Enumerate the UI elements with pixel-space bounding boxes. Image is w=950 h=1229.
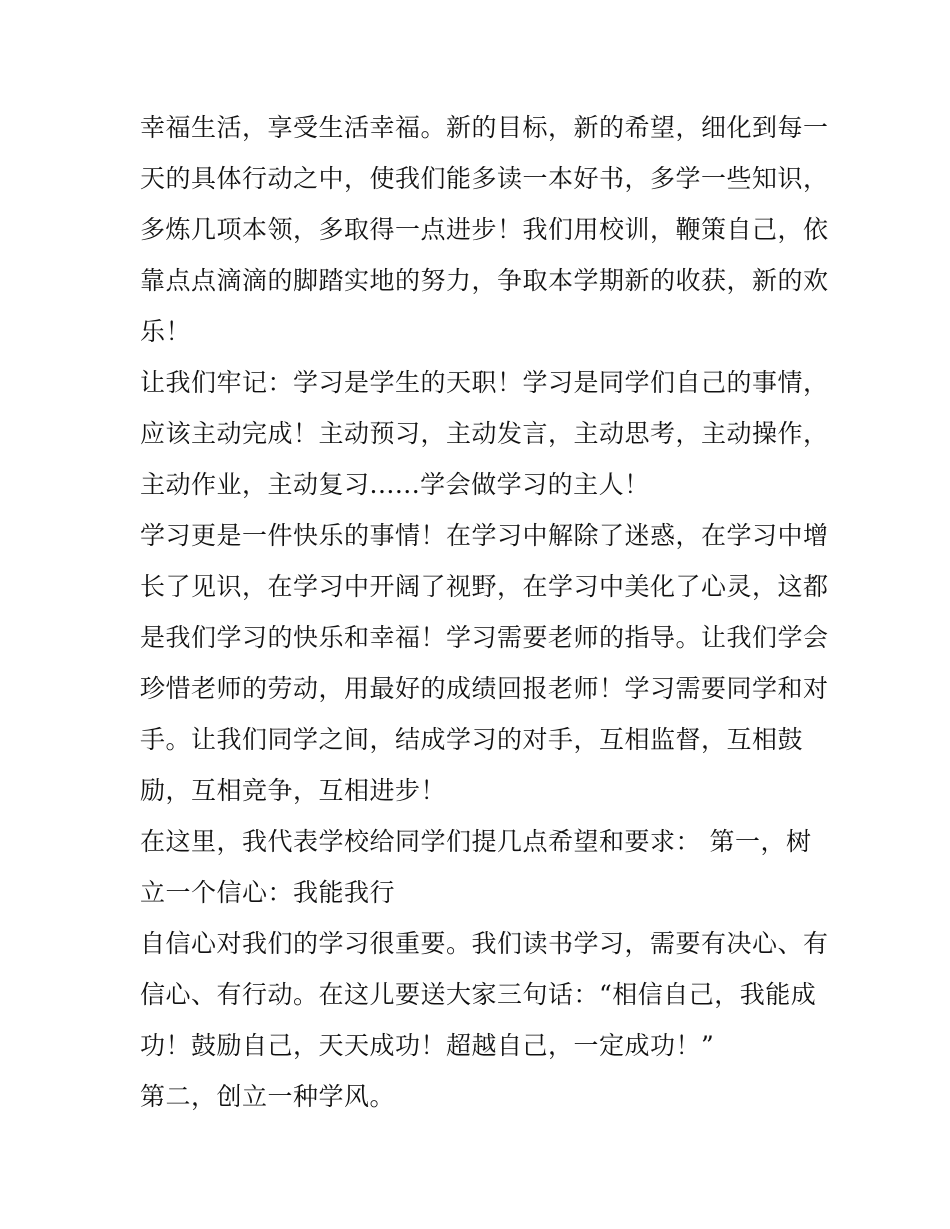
text-line: 应该主动完成！主动预习，主动发言，主动思考，主动操作， (140, 419, 829, 448)
text-line: 主动作业，主动复习......学会做学习的主人！ (140, 470, 650, 499)
paragraph-6 (140, 1071, 820, 1122)
text-line: 立一个信心：我能我行 (140, 878, 396, 907)
text-line: 长了见识，在学习中开阔了视野，在学习中美化了心灵，这都 (140, 572, 829, 601)
text-line: 第二，创立一种学风。 (140, 1082, 396, 1111)
text-line: 信心、有行动。在这儿要送大家三句话：“相信自己，我能成 (140, 980, 817, 1009)
text-line: 是我们学习的快乐和幸福！学习需要老师的指导。让我们学会 (140, 623, 829, 652)
text-line: 励，互相竞争，互相进步！ (140, 776, 447, 805)
text-line: 多炼几项本领，多取得一点进步！我们用校训，鞭策自己，依 (140, 215, 829, 244)
text-line: 学习更是一件快乐的事情！在学习中解除了迷惑，在学习中增 (140, 521, 829, 550)
paragraph-2 (140, 357, 829, 510)
text-line: 手。让我们同学之间，结成学习的对手，互相监督，互相鼓 (140, 725, 804, 754)
paragraph-5 (140, 918, 829, 1071)
document-body (140, 102, 829, 1122)
text-line: 靠点点滴滴的脚踏实地的努力，争取本学期新的收获，新的欢 (140, 266, 829, 295)
paragraph-3 (140, 510, 829, 816)
text-line: 自信心对我们的学习很重要。我们读书学习，需要有决心、有 (140, 929, 829, 958)
text-line: 在这里，我代表学校给同学们提几点希望和要求： 第一，树 (140, 827, 812, 856)
text-line: 乐！ (140, 317, 192, 346)
text-line: 让我们牢记：学习是学生的天职！学习是同学们自己的事情， (140, 368, 829, 397)
text-line: 天的具体行动之中，使我们能多读一本好书，多学一些知识， (140, 164, 829, 193)
paragraph-1 (140, 102, 829, 357)
text-line: 幸福生活，享受生活幸福。新的目标，新的希望，细化到每一 (140, 113, 829, 142)
paragraph-4 (140, 816, 820, 918)
text-line: 珍惜老师的劳动，用最好的成绩回报老师！学习需要同学和对 (140, 674, 829, 703)
text-line: 功！鼓励自己，天天成功！超越自己，一定成功！” (140, 1031, 715, 1060)
